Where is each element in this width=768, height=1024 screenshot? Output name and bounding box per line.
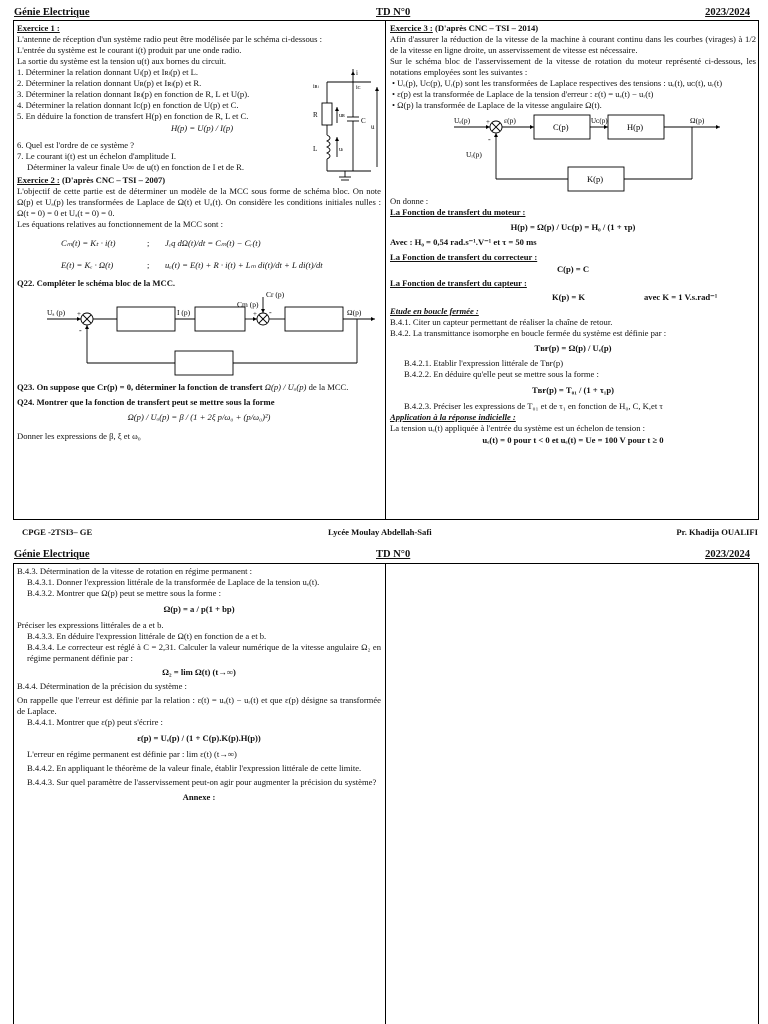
motor-params: Avec : H₀ = 0,54 rad.s⁻¹.V⁻¹ et τ = 50 ms (390, 237, 537, 247)
bd2-block-c: C(p) (553, 122, 569, 132)
q22: Q22. Compléter le schéma bloc de la MCC. (17, 278, 176, 288)
ex1-q5: 5. En déduire la fonction de transfert H(p) en fonction de R, L et C. (17, 111, 249, 121)
header-td-2: TD N°0 (376, 549, 411, 560)
circuit-label-i: i (356, 69, 358, 77)
ex1-input: L'entrée du système est le courant i(t) produit par une onde radio. (17, 45, 242, 55)
bd2-plus: + (486, 118, 490, 126)
bd2-block-k: K(p) (587, 174, 604, 184)
ex3-p2: Sur le schéma bloc de l'asservissement de la vitesse de rotation du moteur représenté ci-dessous, les notations employées sont les suivantes : (390, 56, 756, 77)
corrector-eq: C(p) = C (556, 264, 590, 274)
eps-form: ε(p) = Uₑ(p) / (1 + C(p).K(p).H(p)) (137, 733, 261, 743)
circuit-label-irl: iʀₗ (313, 84, 319, 90)
header-year-2: 2023/2024 (705, 549, 750, 560)
circuit-label-r: R (313, 111, 318, 119)
speed-loop-block-diagram (390, 111, 756, 193)
circuit-label-u: u (371, 123, 375, 131)
ex2-equations-intro: Les équations relatives au fonctionnement de la MCC sont : (17, 219, 223, 229)
header-subject: Génie Electrique (14, 7, 90, 18)
preciser-ab: Préciser les expressions littérales de a et b. (17, 620, 164, 630)
ex1-q2: 2. Déterminer la relation donnant Uʀ(p) et Iʀₗ(p) et R. (17, 78, 202, 88)
header-subject-2: Génie Electrique (14, 549, 90, 560)
ex1-output: La sortie du système est la tension u(t) aux bornes du circuit. (17, 56, 227, 66)
ex2-eq1: Cₘ(t) = Kₜ · i(t) (61, 238, 116, 248)
q24-end: Donner les expressions de β, ξ et ω₀ (17, 431, 141, 441)
tbf-form: Tʙғ(p) = T₀₁ / (1 + τ₁p) (531, 385, 615, 395)
ex2-eq3: E(t) = Kₑ · Ω(t) (61, 260, 114, 270)
ex3-p1: Afin d'assurer la réduction de la vitesse de la machine à courant continu dans les courbes (virages) à 1/2 de la vitesse en ligne droite, un asservissement de vitesse est nécessaire. (390, 34, 756, 55)
bd2-label-uc: Uᴄ(p) (591, 117, 608, 125)
footer-school: Lycée Moulay Abdellah-Safi (328, 527, 432, 537)
bd2-label-omega: Ω(p) (690, 116, 705, 125)
bd-label-i: I (p) (177, 308, 191, 317)
footer-class: CPGE -2TSI3– GE (22, 527, 93, 537)
rlc-circuit-diagram (297, 67, 381, 187)
ex3-bullet-3: • Ω(p) la transformée de Laplace de la vitesse angulaire Ω(t). (392, 100, 602, 110)
bd2-block-h: H(p) (627, 122, 644, 132)
error-def: On rappelle que l'erreur est définie par la relation : ε(t) = uₑ(t) − uᵣ(t) et que ε(p) désigne sa transformée de Laplace. (17, 695, 381, 716)
bd2-label-eps: ε(p) (504, 116, 516, 125)
ex1-title: Exercice 1 : (17, 23, 60, 33)
circuit-label-ul: uₗ (339, 147, 343, 153)
header-td: TD N°0 (376, 7, 411, 18)
mcc-block-diagram (17, 289, 381, 377)
b41: B.4.1. Citer un capteur permettant de réaliser la chaîne de retour. (390, 317, 613, 327)
header-year: 2023/2024 (705, 7, 750, 18)
bd2-minus: - (488, 135, 491, 144)
ex2-equations: Cₘ(t) = Kₜ · i(t) ; Jₑq dΩ(t)/dt = Cₘ(t) − Cᵣ(t) E(t) = Kₑ · Ω(t) ; uₐ(t) = E(t) + R · i(t) + Lₘ di(t)/dt + L di(t)/dt (61, 238, 323, 270)
page2-left-column (17, 566, 381, 803)
bd-minus-2: - (269, 308, 272, 317)
bd-label-ua: Uₐ (p) (47, 308, 66, 317)
corrector-title: La Fonction de transfert du correcteur : (390, 252, 538, 262)
page1-left-column (17, 23, 381, 442)
motor-eq: H(p) = Ω(p) / Uᴄ(p) = H₀ / (1 + τp) (510, 222, 636, 232)
page2-header (14, 548, 758, 561)
b432: B.4.3.2. Montrer que Ω(p) peut se mettre sous la forme : (27, 588, 221, 598)
step-response-title: Application à la réponse indicielle : (390, 412, 516, 422)
ex1-q7: 7. Le courant i(t) est un échelon d'amplitude I. (17, 151, 177, 161)
b423: B.4.2.3. Préciser les expressions de T₀₁ et de τ₁ en fonction de H₀, C, K,et τ (404, 401, 663, 411)
column-divider-2 (385, 564, 386, 1024)
b443: B.4.4.3. Sur quel paramètre de l'asservissement peut-on agir pour augmenter la précision du système? (27, 777, 377, 787)
b442: B.4.4.2. En appliquant le théorème de la valeur finale, établir l'expression littérale de cette limite. (27, 763, 362, 773)
omega2-def: Ω₂ = lim Ω(t) (t→∞) (162, 667, 236, 677)
b42: B.4.2. La transmittance isomorphe en boucle fermée du système est définie par : (390, 328, 667, 338)
step-response-text: La tension uₑ(t) appliquée à l'entrée du système est un échelon de tension : (390, 423, 646, 433)
b433: B.4.3.3. En déduire l'expression littérale de Ω(t) en fonction de a et b. (27, 631, 267, 641)
circuit-label-c: C (361, 117, 366, 125)
ex1-q6: 6. Quel est l'ordre de ce système ? (17, 140, 135, 150)
page2-frame (13, 563, 759, 1024)
ex2-title: Exercice 2 : (D'après CNC – TSI – 2007) (17, 175, 166, 185)
omega-form: Ω(p) = a / p(1 + bp) (163, 604, 235, 614)
bd-label-cr: Cr (p) (266, 290, 285, 299)
b43: B.4.3. Détermination de la vitesse de rotation en régime permanent : (17, 566, 253, 576)
closed-loop-title: Etude en boucle fermée : (390, 306, 479, 316)
sensor-title: La Fonction de transfert du capteur : (390, 278, 527, 288)
annexe-title: Annexe : (182, 792, 216, 802)
b431: B.4.3.1. Donner l'expression littérale de la transformée de Laplace de la tension uₑ(t). (27, 577, 320, 587)
footer-teacher: Pr. Khadija OUALIFI (676, 527, 758, 537)
on-donne: On donne : (390, 196, 429, 206)
sensor-eq: K(p) = K (552, 292, 586, 302)
b441: B.4.4.1. Montrer que ε(p) peut s'écrire : (27, 717, 163, 727)
ex3-bullet-2: • ε(p) est la transformée de Laplace de la tension d'erreur : ε(t) = uₑ(t) − uᵣ(t) (392, 89, 654, 99)
bd-minus-1: - (79, 326, 82, 335)
sensor-eq-row (390, 292, 756, 303)
sensor-gain: avec K = 1 V.s.rad⁻¹ (644, 292, 718, 302)
bd-label-omega: Ω(p) (347, 308, 362, 317)
b421: B.4.2.1. Etablir l'expression littérale de Tʙғ(p) (404, 358, 564, 368)
ex3-title: Exercice 3 : (D'après CNC – TSI – 2014) (390, 23, 539, 33)
q23: Q23. On suppose que Cr(p) = 0, déterminer la fonction de transfert Ω(p) / Uₐ(p) de la MCC. (17, 382, 349, 392)
bd-plus-1: + (77, 310, 81, 318)
b422: B.4.2.2. En déduire qu'elle peut se mettre sous la forme : (404, 369, 599, 379)
ex1-q4: 4. Déterminer la relation donnant Iᴄ(p) en fonction de U(p) et C. (17, 100, 239, 110)
ex2-eq4: uₐ(t) = E(t) + R · i(t) + Lₘ di(t)/dt + L di(t)/dt (165, 260, 323, 270)
b44: B.4.4. Détermination de la précision du système : (17, 681, 187, 691)
column-divider (385, 21, 386, 519)
ex1-q1: 1. Déterminer la relation donnant Uₗ(p) et Iʀₗ(p) et L. (17, 67, 199, 77)
ex1-q7b: Déterminer la valeur finale U∞ de u(t) en fonction de I et de R. (27, 162, 245, 172)
bd-plus-2: + (253, 310, 257, 318)
bd2-label-ur: Uᵣ(p) (466, 150, 482, 159)
bd-label-cm: Cm (p) (237, 300, 259, 309)
page1-footer (22, 527, 758, 539)
tbf-def: Tʙғ(p) = Ω(p) / Uₑ(p) (534, 343, 612, 353)
motor-title: La Fonction de transfert du moteur : (390, 207, 526, 217)
page1-header (14, 6, 758, 19)
circuit-label-ur: uʀ (339, 113, 345, 119)
q24-form: Ω(p) / Uₐ(p) = β / (1 + 2ξ p/ω₀ + (p/ω₀)²) (127, 412, 271, 422)
ex1-transfer-eq: H(p) = U(p) / I(p) (170, 123, 234, 133)
b434: B.4.3.4. Le correcteur est réglé à C = 2,31. Calculer la valeur numérique de la vitesse angulaire Ω₂ en régime permanent définie par : (27, 642, 381, 663)
steady-error: L'erreur en régime permanent est définie par : lim ε(t) (t→∞) (27, 749, 237, 759)
ex3-bullet-1: • Uₑ(p), Uᴄ(p), Uᵣ(p) sont les transformées de Laplace respectives des tensions : uₑ(t), uᴄ(t), uᵣ(t) (392, 78, 723, 88)
ex2-intro: L'objectif de cette partie est de déterminer un modèle de la MCC sous forme de schéma bloc. On note Ω(p) et Uₐ(p) les transformées de Laplace de Ω(t) et Uₐ(t). On considère les conditions initiales nulles : Ω(t = 0) = 0 et Uₐ(t = 0) = 0. (17, 186, 381, 218)
step-input-eq: uₑ(t) = 0 pour t < 0 et uₑ(t) = Ue = 100 V pour t ≥ 0 (482, 435, 664, 445)
page1-frame (13, 20, 759, 520)
circuit-label-l: L (313, 145, 318, 153)
ex1-q3: 3. Déterminer la relation donnant Iʀₗ(p) en fonction de R, L et U(p). (17, 89, 250, 99)
q24: Q24. Montrer que la fonction de transfert peut se mettre sous la forme (17, 397, 275, 407)
circuit-label-ic: iᴄ (356, 85, 361, 91)
page1-right-column (390, 23, 756, 447)
ex1-intro: L'antenne de réception d'un système radio peut être modélisée par le schéma ci-dessous : (17, 34, 322, 44)
ex2-eq2: Jₑq dΩ(t)/dt = Cₘ(t) − Cᵣ(t) (165, 238, 261, 248)
bd2-label-ue: Uₑ(p) (454, 116, 471, 125)
